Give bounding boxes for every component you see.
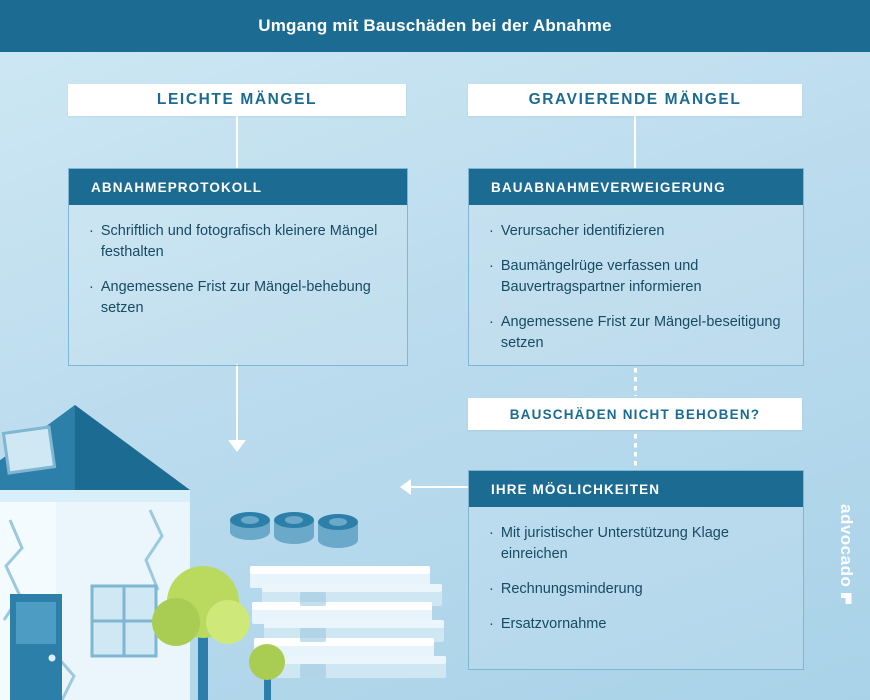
bullet-marker-icon: · — [89, 279, 94, 296]
list-item-label: Ersatzvornahme — [500, 616, 607, 633]
connector-left-top — [236, 116, 238, 168]
list-item — [89, 221, 387, 263]
logo-mark-icon — [841, 593, 852, 604]
list-item-label: Schriftlich und fotografisch kleinere Mängel festhalten — [100, 223, 378, 261]
list-item-label: Verursacher identifizieren — [500, 223, 665, 239]
list-item — [489, 221, 783, 242]
bullet-marker-icon: · — [489, 223, 494, 239]
list-item-label: Angemessene Frist zur Mängel-behebung setzen — [100, 279, 371, 317]
heading-bauschaeden-nicht-behoben: BAUSCHÄDEN NICHT BEHOBEN? — [468, 398, 802, 430]
list-item-label: Mit juristischer Unterstützung Klage einreichen — [500, 525, 729, 563]
connector-right-top — [634, 116, 636, 168]
connector-left-down — [236, 364, 238, 442]
card-ihre-moeglichkeiten-heading: IHRE MÖGLICHKEITEN — [469, 471, 803, 507]
card-ihre-moeglichkeiten — [468, 470, 804, 670]
heading-leichte-maengel: LEICHTE MÄNGEL — [68, 84, 406, 116]
list-item — [489, 523, 783, 565]
list-item-label: Rechnungsminderung — [500, 581, 643, 598]
header-bar — [0, 0, 870, 52]
arrow-left-icon — [400, 479, 411, 495]
bullet-marker-icon: · — [489, 314, 494, 331]
heading-gravierende-maengel: GRAVIERENDE MÄNGEL — [468, 84, 802, 116]
list-item — [89, 277, 387, 319]
card-abnahmeprotokoll-body — [69, 205, 407, 343]
list-item-label: Baumängelrüge verfassen und Bauvertragspartner informieren — [500, 258, 702, 296]
card-bauabnahmeverweigerung-body — [469, 205, 803, 378]
card-abnahmeprotokoll — [68, 168, 408, 366]
page-title: Umgang mit Bauschäden bei der Abnahme — [258, 16, 612, 35]
illustration-house-and-money — [0, 370, 470, 700]
card-bauabnahmeverweigerung-heading: BAUABNAHMEVERWEIGERUNG — [469, 169, 803, 205]
bullet-marker-icon: · — [489, 525, 494, 541]
list-item — [489, 579, 783, 600]
list-item — [489, 256, 783, 298]
bullet-marker-icon: · — [489, 258, 494, 275]
bullet-marker-icon: · — [489, 616, 494, 633]
dotted-connector-lower — [634, 434, 637, 468]
card-ihre-moeglichkeiten-body — [469, 507, 803, 659]
card-bauabnahmeverweigerung — [468, 168, 804, 366]
advocado-logo — [836, 504, 856, 604]
list-item — [489, 312, 783, 354]
card-abnahmeprotokoll-heading: ABNAHMEPROTOKOLL — [69, 169, 407, 205]
arrow-down-icon — [228, 440, 246, 452]
bullet-marker-icon: · — [489, 581, 494, 598]
bullet-marker-icon: · — [89, 223, 94, 239]
logo-text: advocado — [837, 503, 856, 587]
list-item — [489, 614, 783, 635]
list-item-label: Angemessene Frist zur Mängel-beseitigung setzen — [500, 314, 781, 352]
connector-horizontal — [410, 486, 468, 488]
